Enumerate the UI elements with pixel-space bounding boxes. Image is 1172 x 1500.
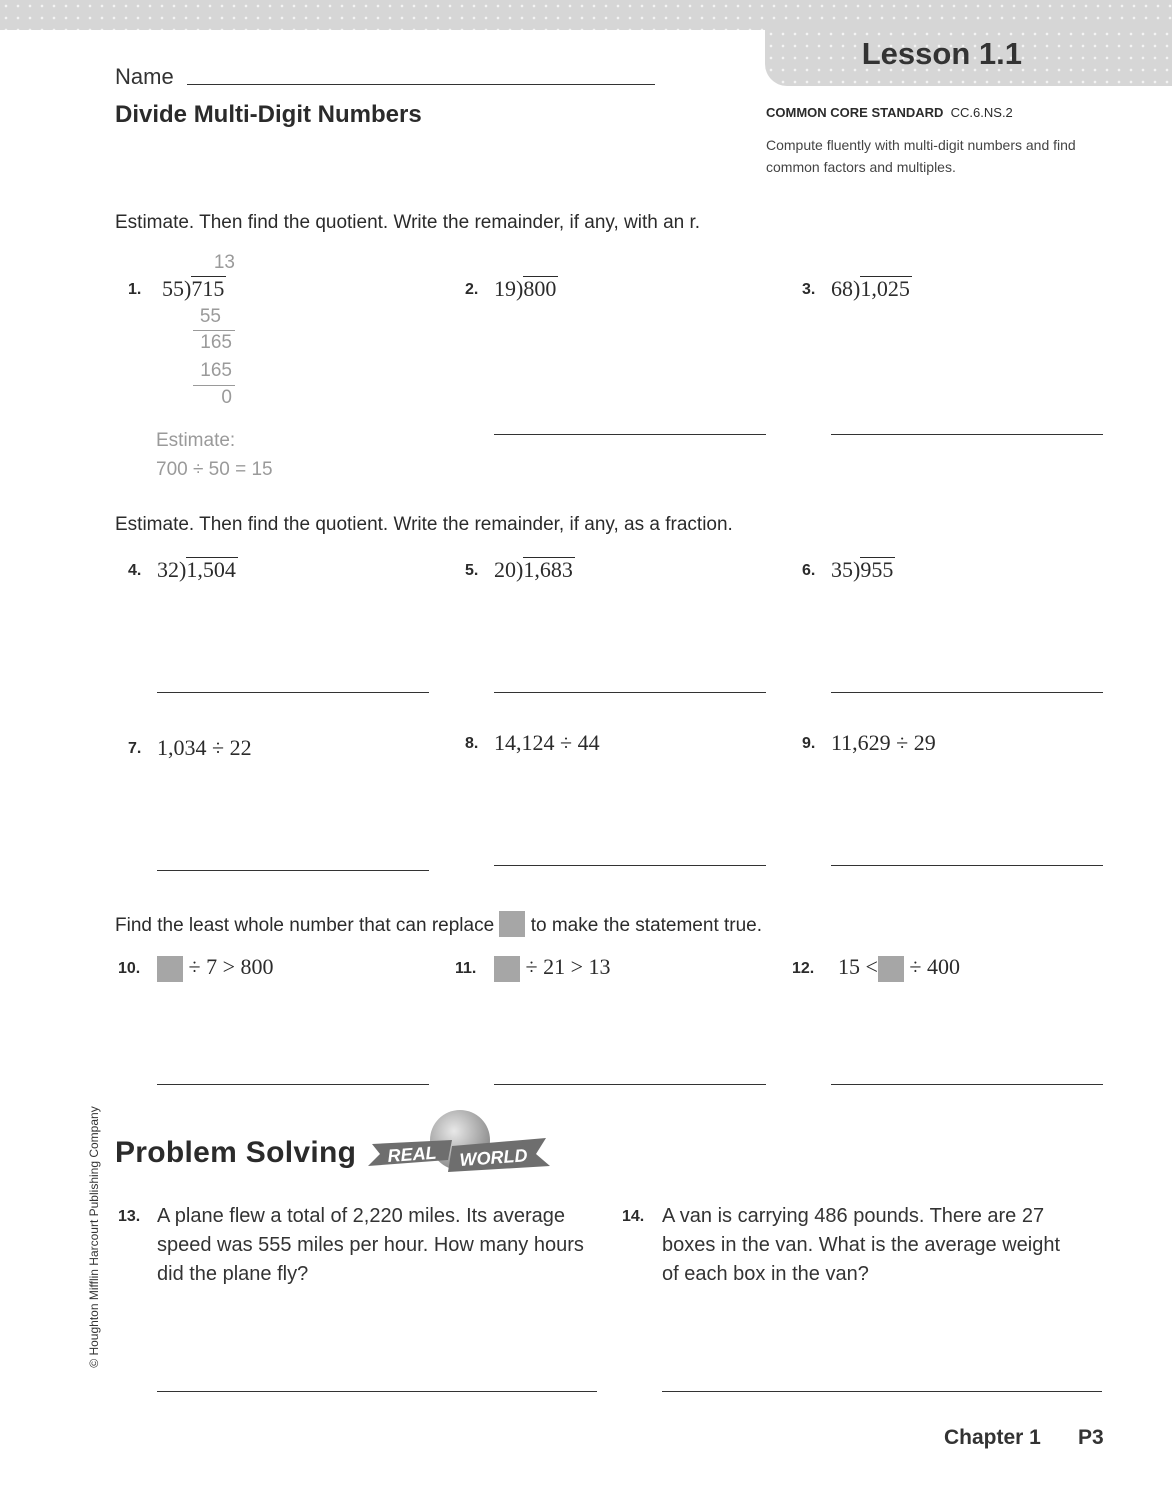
footer-chapter: Chapter 1	[944, 1426, 1041, 1449]
division-problem-4: 32)1,504	[157, 557, 236, 582]
section2-instruction: Estimate. Then find the quotient. Write the remainder, if any, as a fraction.	[115, 514, 733, 535]
division-problem-6: 35)955	[831, 557, 894, 582]
standard-code: CC.6.NS.2	[950, 105, 1013, 120]
division-problem-5: 20)1,683	[494, 557, 573, 582]
problem-number: 2.	[465, 281, 479, 298]
banner-world: WORLD	[458, 1145, 529, 1170]
problem-number: 4.	[128, 562, 142, 579]
copyright-credit: © Houghton Mifflin Harcourt Publishing Company	[87, 1106, 101, 1368]
example-step: 165	[200, 360, 232, 381]
problem-number: 3.	[802, 281, 816, 298]
inequality-11: ÷ 21 > 13	[494, 954, 610, 982]
answer-line[interactable]	[494, 692, 766, 693]
problem-number: 12.	[792, 960, 815, 977]
answer-line[interactable]	[831, 1084, 1103, 1085]
footer-page-number: P3	[1078, 1426, 1104, 1449]
example-rule	[193, 330, 235, 331]
example-remainder: 0	[221, 387, 232, 408]
answer-line[interactable]	[157, 1391, 597, 1392]
expression-7: 1,034 ÷ 22	[157, 735, 252, 760]
answer-line[interactable]	[662, 1391, 1102, 1392]
division-problem-2: 19)800	[494, 276, 557, 301]
problem-solving-title: Problem Solving	[115, 1136, 357, 1169]
problem-number: 13.	[118, 1208, 141, 1225]
answer-line[interactable]	[831, 434, 1103, 435]
placeholder-box-icon	[494, 956, 520, 982]
lesson-label: Lesson 1.1	[861, 36, 1022, 71]
name-label: Name	[115, 64, 174, 89]
answer-line[interactable]	[494, 434, 766, 435]
page-title: Divide Multi-Digit Numbers	[115, 101, 422, 128]
problem-number: 9.	[802, 735, 816, 752]
word-problem-13: A plane flew a total of 2,220 miles. Its average speed was 555 miles per hour. How many hours did the plane fly?	[157, 1205, 584, 1285]
standard-label: COMMON CORE STANDARD	[766, 105, 944, 120]
problem-number: 7.	[128, 740, 142, 757]
example-rule	[193, 385, 235, 386]
answer-line[interactable]	[494, 1084, 766, 1085]
standard-description: Compute fluently with multi-digit numbers and find common factors and multiples.	[766, 137, 1076, 175]
inequality-12: 15 < ÷ 400	[838, 954, 960, 982]
placeholder-box-icon	[499, 911, 525, 937]
answer-line[interactable]	[494, 865, 766, 866]
problem-number: 5.	[465, 562, 479, 579]
answer-line[interactable]	[831, 865, 1103, 866]
problem-number: 11.	[455, 960, 477, 977]
answer-line[interactable]	[157, 870, 429, 871]
estimate-value: 700 ÷ 50 = 15	[156, 459, 273, 480]
real-world-globe-icon	[368, 1106, 558, 1186]
expression-9: 11,629 ÷ 29	[831, 730, 936, 755]
inequality-10: ÷ 7 > 800	[157, 954, 273, 982]
example-step: 165	[200, 332, 232, 353]
expression-8: 14,124 ÷ 44	[494, 730, 600, 755]
problem-number: 6.	[802, 562, 816, 579]
division-problem-1: 55)715	[162, 276, 225, 301]
answer-line[interactable]	[831, 692, 1103, 693]
section3-instruction: Find the least whole number that can replace to make the statement true.	[115, 915, 762, 937]
example-quotient: 13	[213, 252, 235, 273]
placeholder-box-icon	[157, 956, 183, 982]
placeholder-box-icon	[878, 956, 904, 982]
answer-line[interactable]	[157, 692, 429, 693]
estimate-label: Estimate:	[156, 430, 236, 451]
section1-instruction: Estimate. Then find the quotient. Write the remainder, if any, with an r.	[115, 212, 701, 233]
banner-real: REAL	[386, 1142, 438, 1166]
standard-heading	[766, 105, 1013, 120]
problem-number: 1.	[128, 281, 142, 298]
division-problem-3: 68)1,025	[831, 276, 910, 301]
lesson-tab	[765, 28, 1172, 86]
example-step: 55	[199, 306, 221, 327]
word-problem-14: A van is carrying 486 pounds. There are 27 boxes in the van. What is the average weight of each box in the van?	[662, 1205, 1061, 1285]
problem-number: 8.	[465, 735, 479, 752]
problem-number: 14.	[622, 1208, 645, 1225]
name-line[interactable]	[187, 84, 655, 85]
header-band	[0, 0, 1172, 30]
problem-number: 10.	[118, 960, 141, 977]
answer-line[interactable]	[157, 1084, 429, 1085]
